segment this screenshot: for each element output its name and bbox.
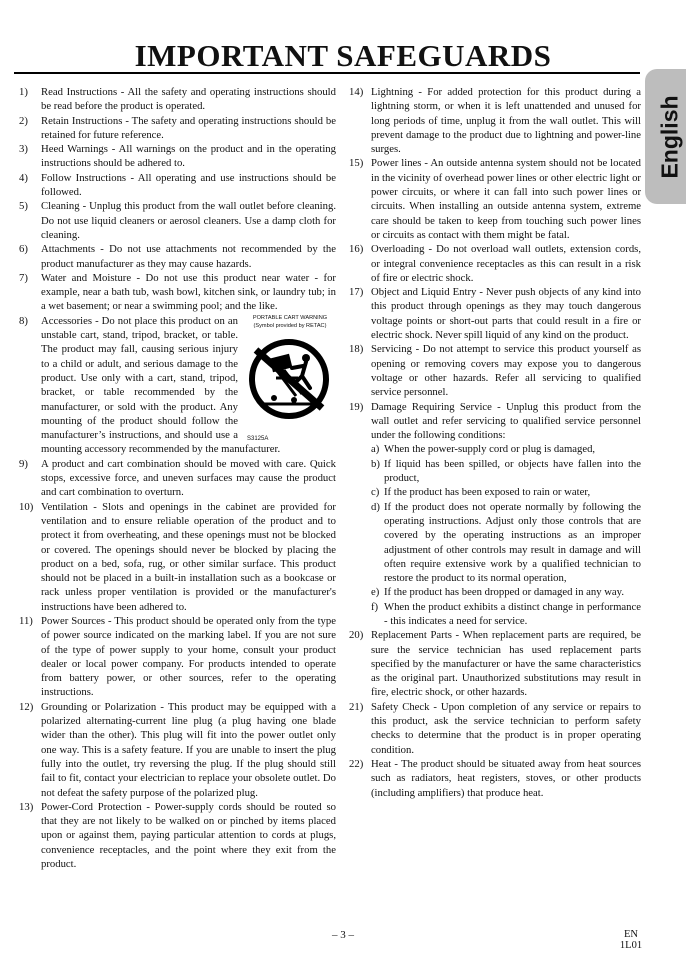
- list-item: [19, 800, 336, 871]
- item-text: Cleaning - Unplug this product from the wall outlet before cleaning. Do not use liquid cleaners or aerosol cleaners. Use a damp cloth for cleaning.: [41, 200, 336, 241]
- sub-item-letter: b): [371, 457, 380, 470]
- item-text: Grounding or Polarization - This product may be equipped with a polarized alternating-current line plug (a plug having one blade wider than the other). This plug will fit into the power outlet only one way. This is a safety feature. If you are unable to insert the plug fully into the outlet, try reversing the plug. If the plug should still fail to fit, contact your electrician to replace your obsolete outlet. Do not defeat the safety purpose of the polarized plug.: [41, 700, 336, 799]
- item-number: 5): [19, 200, 28, 213]
- item-text: Follow Instructions - All operating and use instructions should be followed.: [41, 171, 336, 199]
- list-item: [19, 142, 336, 171]
- item-number: 8): [19, 314, 28, 327]
- item-number: 16): [349, 243, 364, 256]
- list-item: [349, 700, 641, 757]
- item-with-subitems: [371, 400, 641, 629]
- item-text: Retain Instructions - The safety and operating instructions should be retained for future reference.: [41, 114, 336, 141]
- list-item: [19, 271, 336, 314]
- title-rule: [14, 72, 640, 74]
- item-text: Power lines - An outside antenna system should not be located in the vicinity of overhead power lines or other electric light or power circuits, or where it can fall into such power lines or circuits. When installing an outside antenna system, extreme care should be taken to keep from touching such power lines or circuits as contact with them might be fatal.: [371, 157, 641, 241]
- right-column: [349, 85, 641, 800]
- list-item: [349, 242, 641, 285]
- item-text: Read Instructions - All the safety and operating instructions should be read before the product is operated.: [41, 86, 336, 113]
- item-text: Heed Warnings - All warnings on the product and in the operating instructions should be adhered to.: [41, 143, 336, 170]
- item-text-with-figure: [41, 314, 336, 457]
- sub-item-text: If the product has been exposed to rain or water,: [384, 486, 591, 499]
- item-text: Overloading - Do not overload wall outlets, extension cords, or integral convenience receptacles as this can result in a risk of fire or electric shock.: [371, 243, 641, 284]
- item-text: Accessories - Do not place this product on an unstable cart, stand, tripod, bracket, or table. The product may fall, causing serious injury to a child or adult, and serious damage to the product. Use only with a cart, stand, tripod, bracket, or table recommended by the manufacturer, or sold with the product. Any mounting of the product should follow the manufacturer’s instructions, and should use a mounting accessory recommended by the manufacturer.: [41, 314, 281, 456]
- item-number: 18): [349, 343, 364, 356]
- item-number: 19): [349, 400, 364, 413]
- item-number: 2): [19, 114, 28, 127]
- sub-item-letter: d): [371, 500, 380, 513]
- list-item: [349, 156, 641, 242]
- tipping-cart-icon: [248, 338, 330, 420]
- item-number: 4): [19, 171, 28, 184]
- item-text: Power Sources - This product should be operated only from the type of power source indicated on the marking label. If you are not sure of the type of power supply to your home, consult your product dealer or local power company. For products intended to operate from battery power, or other sources, refer to the operating instructions.: [41, 614, 336, 699]
- list-item: [19, 314, 336, 457]
- cart-warning-figure: [242, 314, 338, 442]
- cart-figure-code: S3125A: [247, 435, 269, 442]
- list-item: [349, 400, 641, 629]
- cart-warning-source: (Symbol provided by RETAC): [253, 322, 327, 329]
- list-item: [349, 757, 641, 800]
- sub-item: [371, 500, 641, 586]
- sub-item-text: If liquid has been spilled, or objects have fallen into the product,: [384, 457, 641, 485]
- sub-item-letter: f): [371, 600, 379, 613]
- sub-item-text: If the product does not operate normally by following the operating instructions. Adjust only those controls that are covered by the operating instructions as an improper adjustment of other controls may result in damage and will often require extensive work by a qualified technician to restore the product to its normal operation,: [384, 500, 641, 585]
- item-text: Safety Check - Upon completion of any service or repairs to this product, ask the service technician to perform safety checks to determine that the product is in proper operating condition.: [371, 700, 641, 756]
- sub-item-text: If the product has been dropped or damaged in any way.: [384, 586, 624, 599]
- item-number: 7): [19, 271, 28, 284]
- item-number: 3): [19, 143, 28, 156]
- footer-codes: [616, 929, 646, 951]
- item-text: Servicing - Do not attempt to service this product yourself as opening or removing covers may expose you to dangerous voltage or other hazards. Refer all servicing to qualified service personnel.: [371, 343, 641, 399]
- sub-item: [371, 485, 641, 499]
- sub-item: [371, 457, 641, 486]
- list-item: [349, 285, 641, 342]
- item-text: Damage Requiring Service - Unplug this product from the wall outlet and refer servicing to qualified service personnel under the following conditions:: [371, 400, 641, 442]
- item-text: Power-Cord Protection - Power-supply cords should be routed so that they are not likely to be walked on or pinched by items placed upon or against them, paying particular attention to cords at plugs, convenience receptacles, and the point where they exit from the product.: [41, 800, 336, 871]
- item-number: 22): [349, 757, 364, 770]
- sub-item: [371, 585, 641, 599]
- list-item: [19, 614, 336, 700]
- list-item: [349, 628, 641, 699]
- list-item: [19, 700, 336, 800]
- language-tab-label: English: [656, 94, 683, 179]
- page-number: – 3 –: [332, 929, 354, 941]
- item-text: Ventilation - Slots and openings in the cabinet are provided for ventilation and to ensure reliable operation of the product and to protect it from overheating, and these openings must not be blocked or covered. The openings should never be blocked by placing the product on a bed, sofa, rug, or other similar surface. This product should not be placed in a built-in installation such as a bookcase or rack unless proper ventilation is provided or the manufacturer's instructions have been adhered to.: [41, 500, 336, 613]
- language-code: EN: [624, 929, 638, 940]
- sub-item-text: When the power-supply cord or plug is damaged,: [384, 443, 596, 456]
- sub-item-text: When the product exhibits a distinct change in performance - this indicates a need for service.: [384, 600, 641, 627]
- cart-warning-caption: PORTABLE CART WARNING: [252, 314, 328, 321]
- left-column: [19, 85, 336, 871]
- item-text: A product and cart combination should be moved with care. Quick stops, excessive force, and uneven surfaces may cause the product and cart combination to overturn.: [41, 457, 336, 499]
- item-number: 17): [349, 286, 364, 299]
- item-number: 13): [19, 800, 34, 813]
- item-number: 11): [19, 614, 33, 627]
- list-item: [19, 85, 336, 114]
- item-text: Heat - The product should be situated away from heat sources such as radiators, heat registers, stoves, or other products (including amplifiers) that produce heat.: [371, 757, 641, 799]
- list-item: [19, 457, 336, 500]
- page-title: IMPORTANT SAFEGUARDS: [134, 38, 552, 73]
- list-item: [349, 85, 641, 156]
- item-number: 9): [19, 457, 28, 470]
- list-item: [19, 171, 336, 200]
- language-tab: [645, 69, 686, 204]
- model-code: 1L01: [619, 940, 643, 951]
- item-number: 1): [19, 86, 28, 98]
- list-item: [19, 242, 336, 271]
- list-item: [19, 199, 336, 242]
- item-number: 15): [349, 157, 364, 170]
- item-number: 21): [349, 700, 364, 713]
- item-text: Attachments - Do not use attachments not recommended by the product manufacturer as they may cause hazards.: [41, 243, 336, 270]
- item-number: 10): [19, 500, 34, 513]
- list-item: [19, 500, 336, 614]
- item-text: Lightning - For added protection for this product during a lightning storm, or when it is left unattended and unused for long periods of time, unplug it from the wall outlet. This will prevent damage to the product due to lightning and power-line surges.: [371, 86, 641, 156]
- list-item: [19, 114, 336, 143]
- item-text: Object and Liquid Entry - Never push objects of any kind into this product through openings as they may touch dangerous voltage points or short-out parts that could result in a fire or electric shock. Never spill liquid of any kind on the product.: [371, 286, 641, 342]
- sub-item-letter: a): [371, 443, 380, 456]
- item-text: Replacement Parts - When replacement parts are required, be sure the service technician has used replacement parts specified by the manufacturer or have the same characteristics as the original part. Unauthorized substitutions may result in fire, electric shock, or other hazards.: [371, 629, 641, 699]
- list-item: [349, 342, 641, 399]
- sub-item-letter: e): [371, 586, 380, 599]
- item-number: 6): [19, 243, 28, 256]
- item-number: 14): [349, 86, 364, 98]
- sub-item: [371, 442, 641, 456]
- item-text: Water and Moisture - Do not use this product near water - for example, near a bath tub, wash bowl, kitchen sink, or laundry tub; in a wet basement; or near a swimming pool; and the like.: [41, 271, 336, 313]
- sub-item: [371, 600, 641, 629]
- item-number: 12): [19, 700, 34, 713]
- sub-item-letter: c): [371, 486, 380, 499]
- item-number: 20): [349, 629, 364, 642]
